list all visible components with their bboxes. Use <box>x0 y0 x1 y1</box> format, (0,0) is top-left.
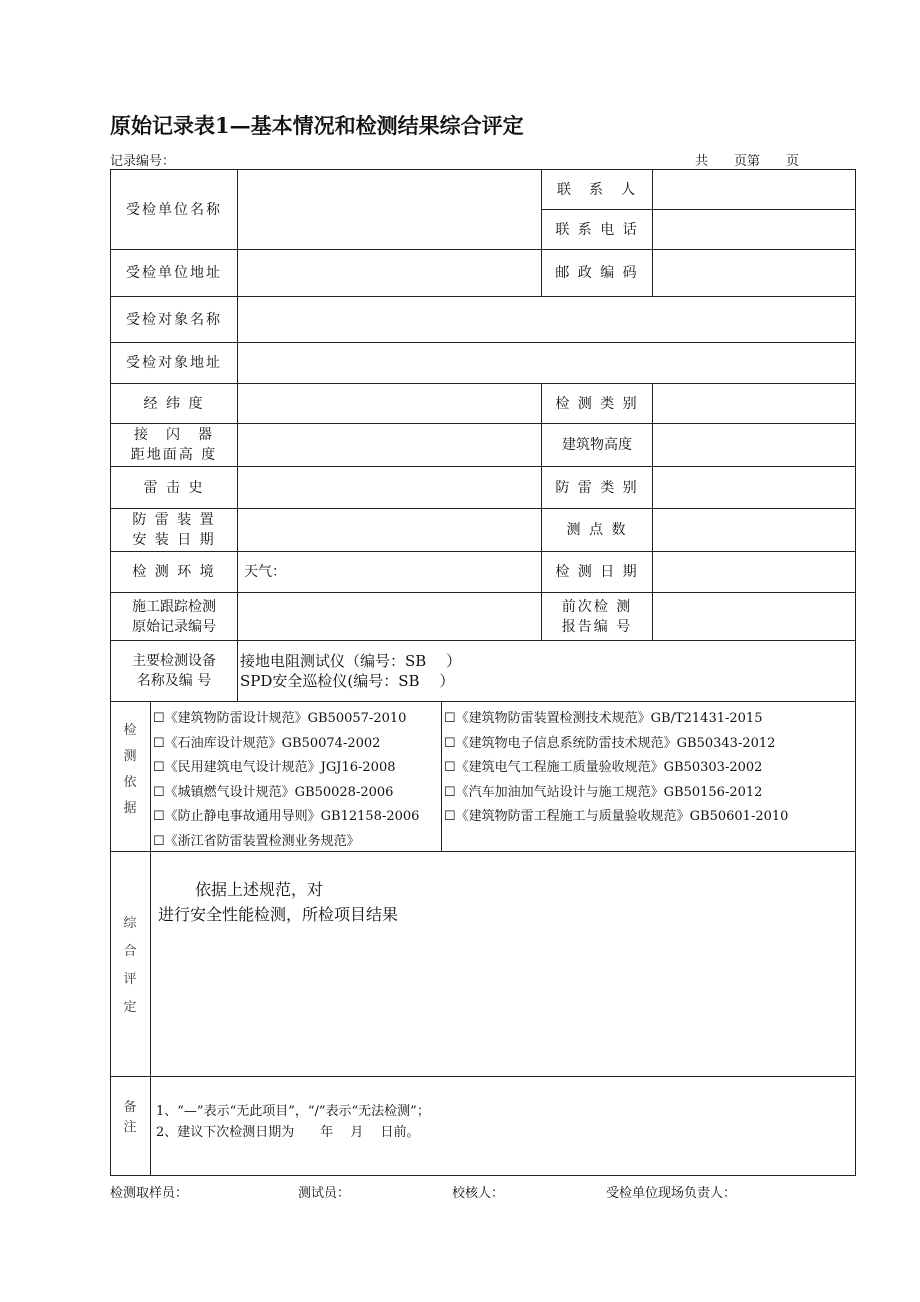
label-phone: 联 系 电 话 <box>541 209 653 250</box>
field-tracking-record[interactable] <box>237 592 542 641</box>
label-install-date <box>110 508 238 552</box>
label-latlon: 经 纬 度 <box>110 383 238 424</box>
standard-checkbox-item[interactable]: ☐《城镇燃气设计规范》GB50028-2006 <box>153 784 394 800</box>
field-category[interactable] <box>652 383 856 424</box>
label-line: 距地面高 度 <box>130 447 218 463</box>
standard-checkbox-item[interactable]: ☐《建筑电气工程施工质量验收规范》GB50303-2002 <box>444 760 763 776</box>
evaluation-label: 综合评定 <box>123 916 137 1015</box>
sampler-signature: 检测取样员： <box>110 1186 189 1201</box>
equipment-2: SPD安全巡检仪(编号：SB ） <box>240 672 455 690</box>
label-contact: 联 系 人 <box>541 169 653 210</box>
label-line: 防 雷 装 置 <box>132 512 216 528</box>
label-lightning-history: 雷 击 史 <box>110 466 238 509</box>
label-line: 原始记录编号 <box>132 618 216 635</box>
equipment-1: 接地电阻测试仪（编号：SB ） <box>240 652 462 670</box>
field-weather[interactable]: 天气： <box>237 551 542 593</box>
field-unit-address[interactable] <box>237 249 542 297</box>
field-previous-report[interactable] <box>652 592 856 641</box>
site-manager-signature: 受检单位现场负责人： <box>606 1186 737 1201</box>
label-tracking-record <box>110 592 238 641</box>
basis-label: 检测依据 <box>123 723 137 816</box>
label-line: 名称及编 号 <box>136 673 212 689</box>
checker-signature: 校核人： <box>452 1186 505 1201</box>
field-arrester-height[interactable] <box>237 423 542 467</box>
label-previous-report <box>541 592 653 641</box>
field-protection-class[interactable] <box>652 466 856 509</box>
label-line: 报告编 号 <box>561 618 633 635</box>
field-building-height[interactable] <box>652 423 856 467</box>
field-unit-name[interactable] <box>237 169 542 250</box>
field-object-address[interactable] <box>237 342 856 384</box>
standard-checkbox-item[interactable]: ☐《防止静电事故通用导则》GB12158-2006 <box>153 809 420 825</box>
label-protection-class: 防 雷 类 别 <box>541 466 653 509</box>
label-line: 前次检 测 <box>561 598 633 615</box>
label-environment: 检 测 环 境 <box>110 551 238 593</box>
label-equipment <box>110 640 238 702</box>
label-arrester-height <box>110 423 238 467</box>
label-object-address: 受检对象地址 <box>110 342 238 384</box>
label-line: 主要检测设备 <box>132 653 216 669</box>
label-points: 测 点 数 <box>541 508 653 552</box>
field-points[interactable] <box>652 508 856 552</box>
field-postcode[interactable] <box>652 249 856 297</box>
standard-checkbox-item[interactable]: ☐《石油库设计规范》GB50074-2002 <box>153 735 381 751</box>
label-line: 接 闪 器 <box>134 427 214 443</box>
label-date: 检 测 日 期 <box>541 551 653 593</box>
field-latlon[interactable] <box>237 383 542 424</box>
remark-line-2: 2、建议下次检测日期为 年 月 日前。 <box>156 1125 420 1140</box>
remark-line-1: 1、“—”表示“无此项目”，“/”表示“无法检测”； <box>156 1104 430 1119</box>
page-title: 原始记录表1—基本情况和检测结果综合评定 <box>110 113 524 138</box>
evaluation-line-1: 依据上述规范，对 <box>195 880 324 899</box>
label-unit-name: 受检单位名称 <box>110 169 238 250</box>
standard-checkbox-item[interactable]: ☐《浙江省防雷装置检测业务规范》 <box>153 834 360 849</box>
standard-checkbox-item[interactable]: ☐《建筑物防雷装置检测技术规范》GB/T21431-2015 <box>444 711 763 726</box>
field-install-date[interactable] <box>237 508 542 552</box>
field-equipment[interactable] <box>237 640 856 702</box>
label-unit-address: 受检单位地址 <box>110 249 238 297</box>
label-category: 检 测 类 别 <box>541 383 653 424</box>
standard-checkbox-item[interactable]: ☐《建筑物防雷工程施工与质量验收规范》GB50601-2010 <box>444 809 789 825</box>
record-number-label: 记录编号： <box>110 154 176 169</box>
field-phone[interactable] <box>652 209 856 250</box>
field-date[interactable] <box>652 551 856 593</box>
field-contact[interactable] <box>652 169 856 210</box>
label-line: 安 装 日 期 <box>132 532 216 548</box>
page-info: 共 页第 页 <box>695 154 800 169</box>
standard-checkbox-item[interactable]: ☐《建筑物防雷设计规范》GB50057-2010 <box>153 711 407 726</box>
label-object-name: 受检对象名称 <box>110 296 238 343</box>
standard-checkbox-item[interactable]: ☐《汽车加油加气站设计与施工规范》GB50156-2012 <box>444 784 763 800</box>
tester-signature: 测试员： <box>298 1186 351 1201</box>
label-building-height: 建筑物高度 <box>541 423 653 467</box>
remark-label: 备注 <box>123 1100 137 1135</box>
label-line: 施工跟踪检测 <box>132 598 216 615</box>
standard-checkbox-item[interactable]: ☐《民用建筑电气设计规范》JGJ16-2008 <box>153 760 396 776</box>
evaluation-line-2: 进行安全性能检测，所检项目结果 <box>158 905 399 924</box>
standard-checkbox-item[interactable]: ☐《建筑物电子信息系统防雷技术规范》GB50343-2012 <box>444 735 776 751</box>
label-postcode: 邮 政 编 码 <box>541 249 653 297</box>
field-lightning-history[interactable] <box>237 466 542 509</box>
field-object-name[interactable] <box>237 296 856 343</box>
